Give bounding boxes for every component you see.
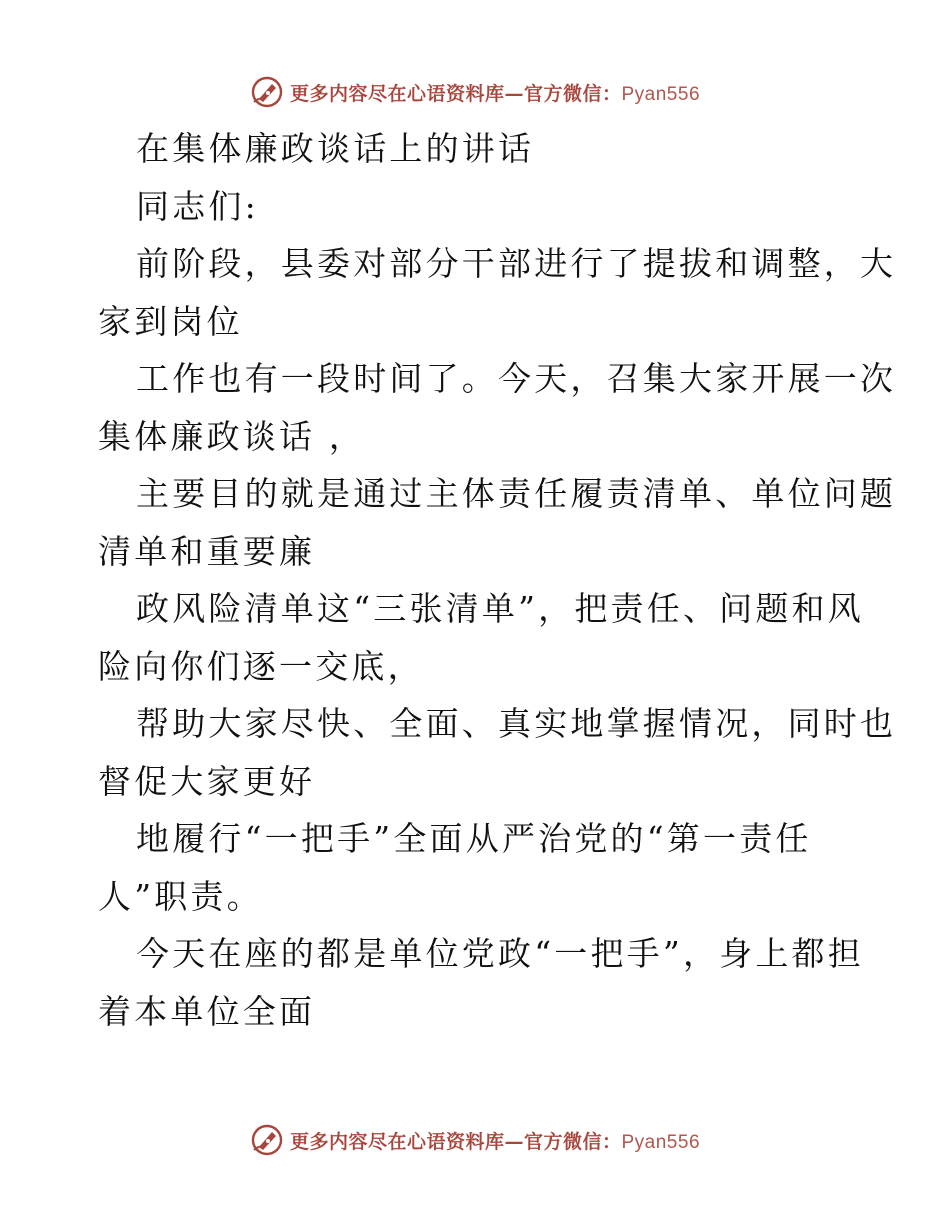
paragraph-line: 督促大家更好 xyxy=(98,761,316,801)
document-body xyxy=(98,120,897,1040)
watermark-text: 更多内容尽在心语资料库—官方微信：Pyan556 xyxy=(289,1130,701,1153)
paragraph-line: 着本单位全面 xyxy=(98,991,316,1031)
wechat-id: Pyan556 xyxy=(621,1131,701,1153)
pen-nib-circle-icon xyxy=(250,1123,284,1157)
paragraph-line: 人”职责。 xyxy=(98,876,263,916)
paragraph-line: 工作也有一段时间了。今天，召集大家开展一次 xyxy=(136,359,897,398)
paragraph-line: 政风险清单这“三张清单”，把责任、问题和风 xyxy=(136,589,864,628)
paragraph-line: 险向你们逐一交底， xyxy=(98,646,424,686)
paragraph-line: 清单和重要廉 xyxy=(98,531,316,571)
paragraph-line: 家到岗位 xyxy=(98,301,243,341)
paragraph-line: 同志们: xyxy=(136,186,259,226)
paragraph-line: 前阶段，县委对部分干部进行了提拔和调整，大 xyxy=(136,244,897,283)
watermark-text: 更多内容尽在心语资料库—官方微信：Pyan556 xyxy=(289,82,701,105)
pen-nib-circle-icon xyxy=(250,75,284,109)
paragraph-line: 帮助大家尽快、全面、真实地掌握情况，同时也 xyxy=(136,704,897,743)
paragraph-line: 集体廉政谈话 ， xyxy=(98,416,366,456)
paragraph-line: 主要目的就是通过主体责任履责清单、单位问题 xyxy=(136,474,897,513)
footer-watermark-banner xyxy=(0,1120,950,1160)
header-watermark-banner xyxy=(0,72,950,112)
paragraph-line: 今天在座的都是单位党政“一把手”，身上都担 xyxy=(136,934,864,973)
wechat-id: Pyan556 xyxy=(621,83,701,105)
paragraph-line: 地履行“一把手”全面从严治党的“第一责任 xyxy=(136,819,812,858)
paragraph-line: 在集体廉政谈话上的讲话 xyxy=(136,129,535,168)
